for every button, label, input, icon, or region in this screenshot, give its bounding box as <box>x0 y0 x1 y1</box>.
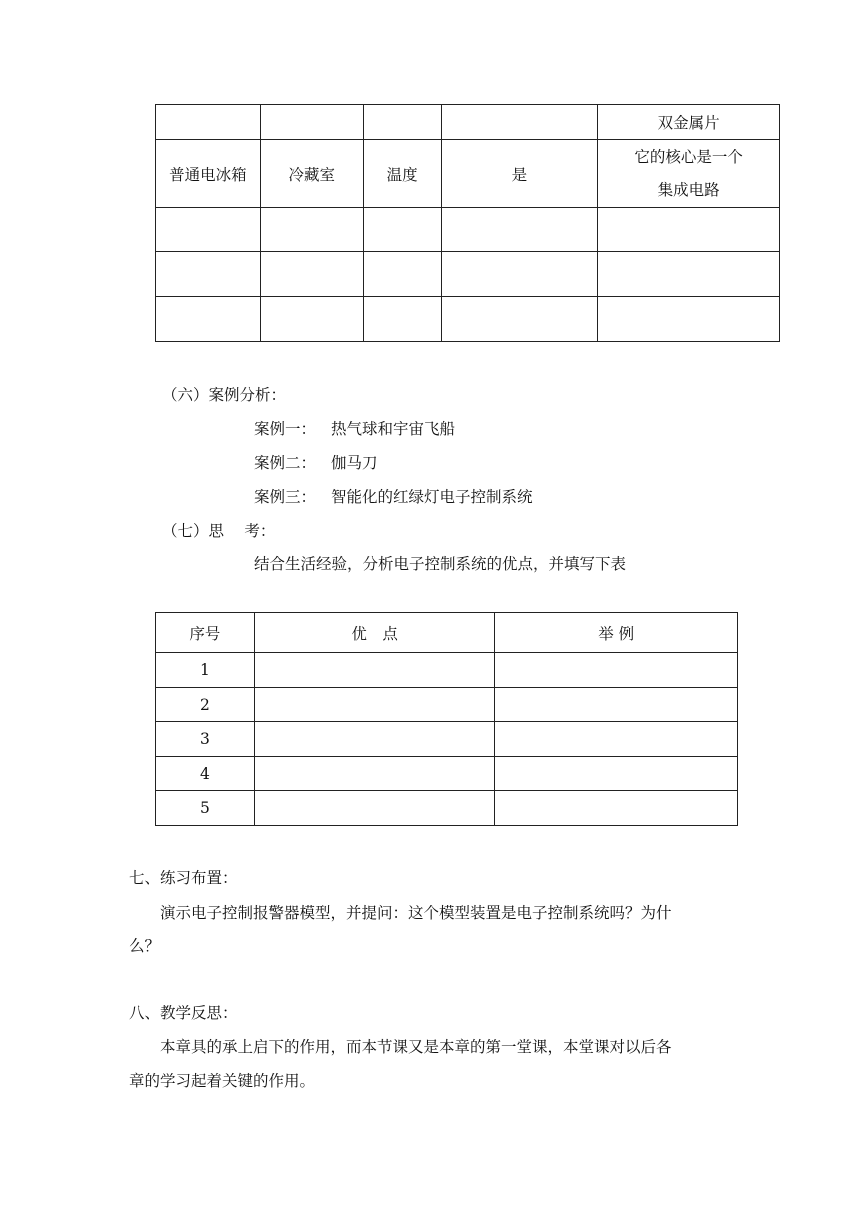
case-text: 智能化的红绿灯电子控制系统 <box>331 488 533 506</box>
table-row <box>156 688 738 722</box>
case-label: 案例三： <box>254 488 317 506</box>
table-cell <box>598 297 780 342</box>
table-cell <box>363 105 441 140</box>
table-cell: 双金属片 <box>598 105 780 140</box>
cell-line: 它的核心是一个 <box>634 147 743 166</box>
table-row <box>156 140 780 208</box>
table-row <box>156 252 780 297</box>
table-cell <box>254 757 495 791</box>
table-cell: 是 <box>441 140 598 208</box>
table-cell <box>260 208 363 252</box>
table-cell <box>363 297 441 342</box>
table-row <box>156 757 738 791</box>
section-heading: 七、练习布置： <box>129 869 238 887</box>
table-cell <box>495 791 738 826</box>
case-text: 伽马刀 <box>331 454 378 472</box>
table-cell <box>260 297 363 342</box>
section-heading: （六）案例分析： <box>162 386 287 404</box>
section-heading: （七）思 考： <box>162 522 276 540</box>
case-label: 案例二： <box>254 454 317 472</box>
column-header: 举 例 <box>495 613 738 653</box>
table-cell <box>441 105 598 140</box>
table-row <box>156 208 780 252</box>
table-header-row <box>156 613 738 653</box>
table-row <box>156 297 780 342</box>
table-cell <box>495 757 738 791</box>
row-number: 3 <box>156 722 255 757</box>
table-cell <box>156 297 261 342</box>
table-cell <box>156 208 261 252</box>
table-cell <box>363 252 441 297</box>
row-number: 2 <box>156 688 255 722</box>
table-cell <box>156 252 261 297</box>
table-cell <box>260 252 363 297</box>
table-row <box>156 105 780 140</box>
table-cell <box>441 297 598 342</box>
table-row <box>156 653 738 688</box>
table-cell <box>598 140 780 208</box>
table-cell <box>441 252 598 297</box>
advantages-table <box>155 612 738 826</box>
paragraph-line: 演示电子控制报警器模型，并提问：这个模型装置是电子控制系统吗？为什 <box>160 904 672 922</box>
table-cell <box>441 208 598 252</box>
table-cell: 冷藏室 <box>260 140 363 208</box>
section-prompt: 结合生活经验，分析电子控制系统的优点，并填写下表 <box>254 555 627 573</box>
table-cell <box>254 722 495 757</box>
table-cell <box>156 105 261 140</box>
paragraph-line: 么？ <box>129 937 161 955</box>
paragraph-line: 章的学习起着关键的作用。 <box>129 1072 316 1090</box>
table-cell: 温度 <box>363 140 441 208</box>
table-cell: 普通电冰箱 <box>156 140 261 208</box>
table-cell <box>598 252 780 297</box>
table-cell <box>254 688 495 722</box>
row-number: 4 <box>156 757 255 791</box>
section-heading: 八、教学反思： <box>129 1004 238 1022</box>
table-row <box>156 722 738 757</box>
table-cell <box>598 208 780 252</box>
case-text: 热气球和宇宙飞船 <box>331 420 456 438</box>
row-number: 1 <box>156 653 255 688</box>
table-cell <box>254 791 495 826</box>
paragraph-line: 本章具的承上启下的作用，而本节课又是本章的第一堂课，本堂课对以后各 <box>160 1038 672 1056</box>
cell-line: 集成电路 <box>657 180 720 199</box>
column-header: 序号 <box>156 613 255 653</box>
table-cell <box>254 653 495 688</box>
comparison-table <box>155 104 780 342</box>
table-row <box>156 791 738 826</box>
table-cell <box>260 105 363 140</box>
table-cell <box>495 653 738 688</box>
table-cell <box>495 722 738 757</box>
case-label: 案例一： <box>254 420 317 438</box>
table-cell <box>495 688 738 722</box>
table-cell <box>363 208 441 252</box>
row-number: 5 <box>156 791 255 826</box>
column-header: 优 点 <box>254 613 495 653</box>
